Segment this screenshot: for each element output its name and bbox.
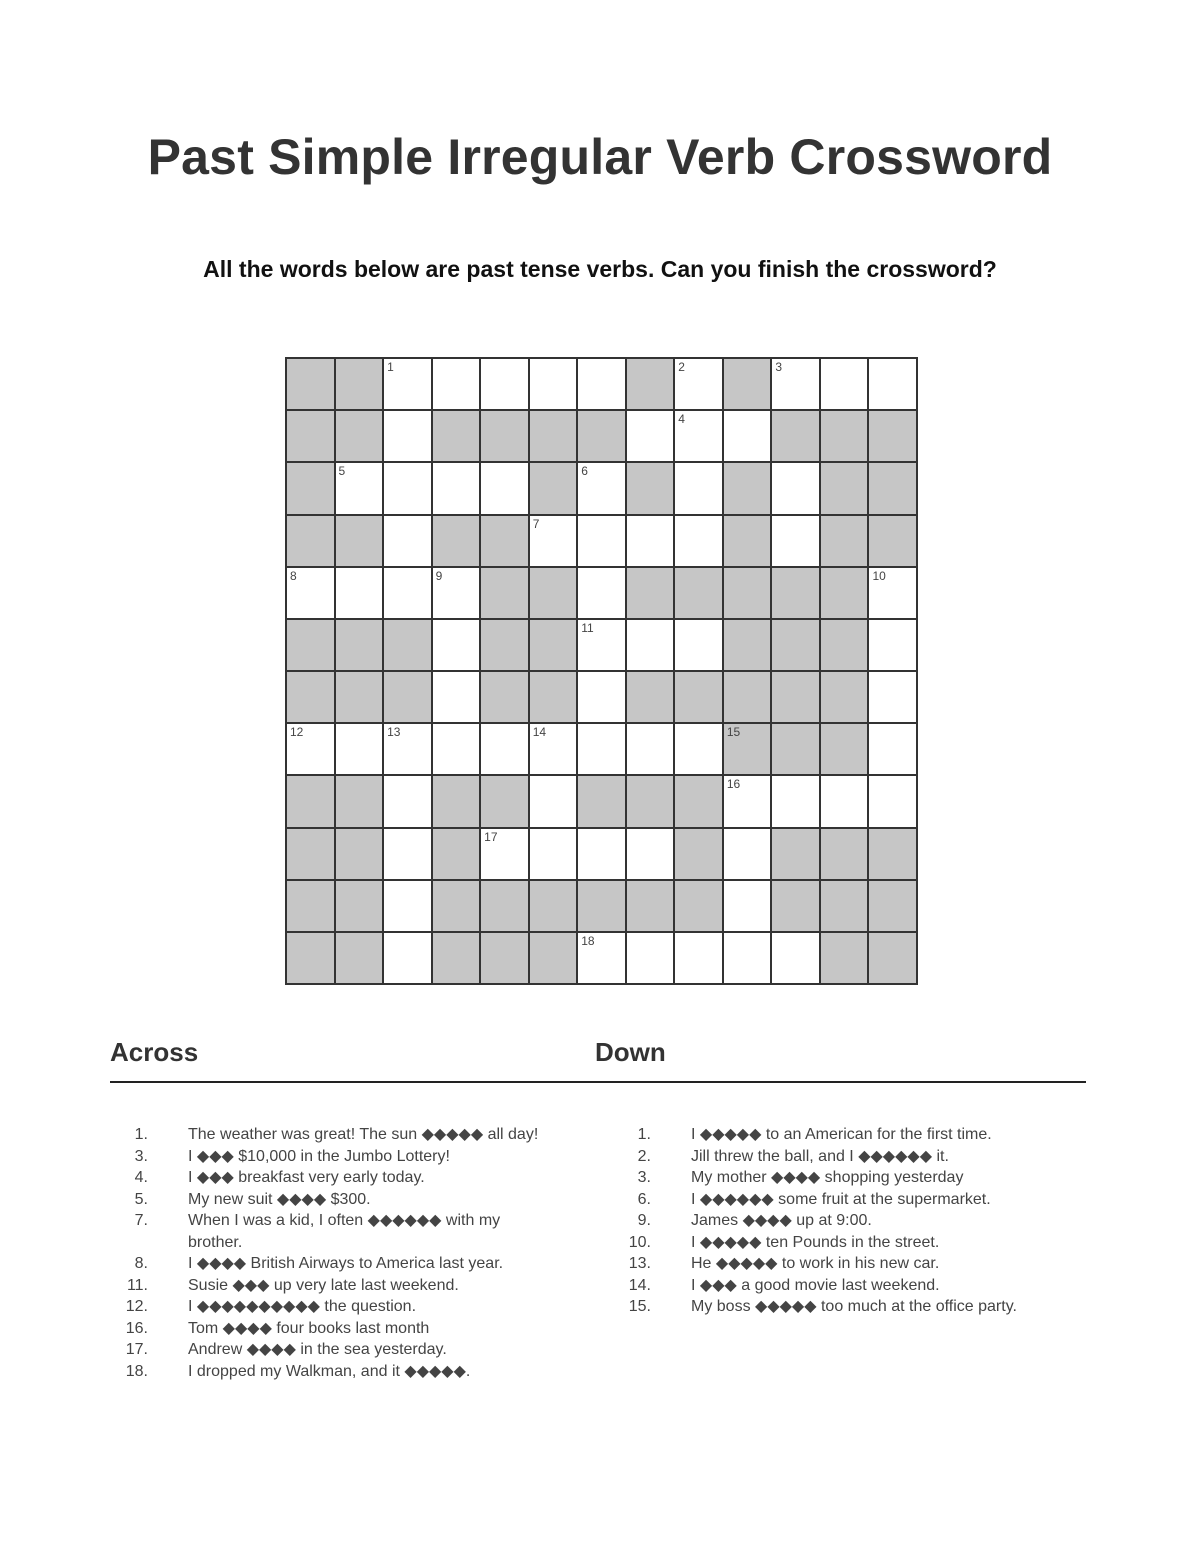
- down-clue: [573, 1210, 1093, 1232]
- letter-cell[interactable]: [869, 568, 916, 618]
- clue-number: 8: [290, 568, 297, 583]
- letter-cell[interactable]: [433, 620, 480, 670]
- letter-cell[interactable]: [481, 463, 528, 513]
- across-clue: [70, 1167, 550, 1189]
- block-cell: [336, 516, 383, 566]
- letter-cell[interactable]: [578, 463, 625, 513]
- letter-cell[interactable]: [627, 620, 674, 670]
- block-cell: [481, 411, 528, 461]
- clue-number: 17.: [125, 1341, 148, 1358]
- clue-number: 6: [581, 464, 588, 479]
- block-cell: [675, 568, 722, 618]
- block-cell: [772, 829, 819, 879]
- block-cell: [336, 620, 383, 670]
- block-cell: [821, 724, 868, 774]
- block-cell: [530, 411, 577, 461]
- letter-cell[interactable]: [578, 724, 625, 774]
- letter-cell[interactable]: [384, 881, 431, 931]
- clue-number: 3: [775, 360, 783, 374]
- clue-number: 4.: [134, 1169, 148, 1186]
- block-cell: [530, 881, 577, 931]
- letter-cell[interactable]: [384, 516, 431, 566]
- across-clue: [70, 1189, 550, 1211]
- block-cell: [384, 620, 431, 670]
- block-cell: [336, 776, 383, 826]
- letter-cell[interactable]: [530, 724, 577, 774]
- down-clue: [573, 1232, 1093, 1254]
- clue-text: The weather was great! The sun ◆◆◆◆◆ all day!: [188, 1126, 539, 1143]
- across-clue: [70, 1275, 550, 1297]
- clue-number: 14: [532, 725, 547, 740]
- clue-number: 12.: [125, 1298, 148, 1315]
- letter-cell[interactable]: [384, 933, 431, 983]
- letter-cell[interactable]: [336, 724, 383, 774]
- clue-number: 6.: [637, 1190, 651, 1208]
- block-cell: [675, 776, 722, 826]
- letter-cell[interactable]: [578, 359, 625, 409]
- block-cell: [627, 672, 674, 722]
- block-cell: [384, 672, 431, 722]
- clue-text: I ◆◆◆◆◆◆◆◆◆◆ the question.: [188, 1298, 417, 1315]
- letter-cell[interactable]: [724, 411, 771, 461]
- clue-text: My mother ◆◆◆◆ shopping yesterday: [691, 1169, 964, 1186]
- clue-text: I ◆◆◆ breakfast very early today.: [188, 1169, 425, 1186]
- divider: [110, 1081, 1086, 1083]
- clue-text: James ◆◆◆◆ up at 9:00.: [691, 1212, 872, 1229]
- letter-cell[interactable]: [869, 672, 916, 722]
- clue-number: 3.: [637, 1169, 651, 1186]
- block-cell: [821, 463, 868, 513]
- letter-cell[interactable]: [869, 724, 916, 774]
- block-cell: [724, 620, 771, 670]
- letter-cell[interactable]: [869, 620, 916, 670]
- clue-number: 11: [581, 620, 594, 635]
- instructions: All the words below are past tense verbs. Can you finish the crossword?: [203, 256, 997, 282]
- block-cell: [287, 881, 334, 931]
- block-cell: [481, 620, 528, 670]
- block-cell: [287, 672, 334, 722]
- clue-text: Susie ◆◆◆ up very late last weekend.: [188, 1276, 459, 1294]
- down-heading: Down: [595, 1037, 666, 1067]
- letter-cell[interactable]: [627, 516, 674, 566]
- block-cell: [869, 516, 916, 566]
- block-cell: [433, 776, 480, 826]
- clue-text: I ◆◆◆◆◆◆ some fruit at the supermarket.: [691, 1190, 991, 1208]
- block-cell: [530, 463, 577, 513]
- block-cell: [433, 516, 480, 566]
- clue-number: 2: [678, 360, 685, 374]
- block-cell: [336, 672, 383, 722]
- letter-cell[interactable]: [433, 359, 480, 409]
- block-cell: [675, 881, 722, 931]
- block-cell: [772, 568, 819, 618]
- block-cell: [869, 829, 916, 879]
- block-cell: [772, 724, 819, 774]
- block-cell: [336, 933, 383, 983]
- clue-number: 14.: [628, 1276, 651, 1294]
- down-clue: [573, 1189, 1093, 1211]
- letter-cell[interactable]: [821, 776, 868, 826]
- block-cell: [481, 516, 528, 566]
- page-title: Past Simple Irregular Verb Crossword: [147, 129, 1053, 185]
- clue-number: 3.: [134, 1147, 148, 1165]
- block-cell: [481, 881, 528, 931]
- letter-cell[interactable]: [675, 620, 722, 670]
- block-cell: [821, 881, 868, 931]
- down-clues: [573, 1124, 1093, 1318]
- clue-text: I ◆◆◆ a good movie last weekend.: [691, 1276, 940, 1294]
- clue-text: Tom ◆◆◆◆ four books last month: [188, 1319, 430, 1337]
- clue-number: 16.: [125, 1319, 148, 1337]
- letter-cell[interactable]: [336, 568, 383, 618]
- letter-cell[interactable]: [578, 568, 625, 618]
- clue-text: My boss ◆◆◆◆◆ too much at the office party.: [691, 1298, 1017, 1315]
- block-cell: [821, 516, 868, 566]
- block-cell: [433, 933, 480, 983]
- block-cell: [724, 463, 771, 513]
- across-clue: [70, 1318, 550, 1340]
- clue-number: 10.: [628, 1233, 651, 1251]
- clue-number: 1.: [134, 1126, 148, 1143]
- letter-cell[interactable]: [724, 933, 771, 983]
- clue-number: 8.: [134, 1255, 148, 1272]
- clue-number: 1.: [637, 1126, 651, 1143]
- block-cell: [772, 881, 819, 931]
- block-cell: [821, 829, 868, 879]
- block-cell: [481, 776, 528, 826]
- letter-cell[interactable]: [384, 359, 431, 409]
- down-clue: [573, 1275, 1093, 1297]
- letter-cell[interactable]: [772, 359, 819, 409]
- letter-cell[interactable]: [336, 463, 383, 513]
- clue-text: I dropped my Walkman, and it ◆◆◆◆◆.: [188, 1362, 471, 1380]
- across-clue: [70, 1124, 550, 1146]
- block-cell: [772, 411, 819, 461]
- block-cell: [336, 881, 383, 931]
- block-cell: [287, 829, 334, 879]
- block-cell: [869, 933, 916, 983]
- block-cell: [869, 881, 916, 931]
- clue-number: 18.: [125, 1362, 148, 1380]
- block-cell: [433, 881, 480, 931]
- clue-number: 9.: [637, 1212, 651, 1229]
- block-cell: [675, 829, 722, 879]
- block-cell: [724, 568, 771, 618]
- letter-cell[interactable]: [627, 933, 674, 983]
- block-cell: [530, 620, 577, 670]
- letter-cell[interactable]: [675, 359, 722, 409]
- block-cell: [481, 568, 528, 618]
- down-clue: [573, 1124, 1093, 1146]
- letter-cell[interactable]: [772, 776, 819, 826]
- block-cell: [627, 359, 674, 409]
- letter-cell[interactable]: [772, 933, 819, 983]
- clue-number: 12: [290, 725, 304, 740]
- letter-cell[interactable]: [869, 776, 916, 826]
- block-cell: [530, 933, 577, 983]
- letter-cell[interactable]: [675, 463, 722, 513]
- letter-cell[interactable]: [530, 359, 577, 409]
- down-clue: [573, 1167, 1093, 1189]
- block-cell: [578, 881, 625, 931]
- letter-cell[interactable]: [627, 411, 674, 461]
- clue-number: 1: [387, 360, 394, 374]
- letter-cell[interactable]: [675, 933, 722, 983]
- letter-cell[interactable]: [384, 411, 431, 461]
- block-cell: [530, 568, 577, 618]
- block-cell: [336, 829, 383, 879]
- across-clue: [70, 1253, 550, 1275]
- letter-cell[interactable]: [530, 829, 577, 879]
- block-cell: [287, 933, 334, 983]
- letter-cell[interactable]: [578, 829, 625, 879]
- across-heading: Across: [110, 1037, 199, 1067]
- clue-text: I ◆◆◆◆◆ to an American for the first time.: [691, 1126, 992, 1143]
- letter-cell[interactable]: [433, 463, 480, 513]
- block-cell: [336, 411, 383, 461]
- letter-cell[interactable]: [772, 463, 819, 513]
- letter-cell[interactable]: [724, 881, 771, 931]
- letter-cell[interactable]: [433, 568, 480, 618]
- clue-text: I ◆◆◆ $10,000 in the Jumbo Lottery!: [188, 1147, 450, 1165]
- block-cell: [627, 463, 674, 513]
- block-cell: [869, 411, 916, 461]
- letter-cell[interactable]: [433, 724, 480, 774]
- block-cell: [287, 776, 334, 826]
- letter-cell[interactable]: [627, 829, 674, 879]
- letter-cell[interactable]: [675, 411, 722, 461]
- letter-cell[interactable]: [869, 359, 916, 409]
- down-clue: [573, 1146, 1093, 1168]
- clue-number: 17: [484, 829, 498, 844]
- clue-number: 7: [532, 516, 540, 531]
- letter-cell[interactable]: [578, 620, 625, 670]
- clue-number: 11.: [126, 1276, 148, 1294]
- letter-cell[interactable]: [724, 776, 771, 826]
- letter-cell[interactable]: [384, 776, 431, 826]
- clue-text: I ◆◆◆◆ British Airways to America last year.: [188, 1255, 504, 1272]
- across-clue: [70, 1361, 550, 1383]
- block-cell: [287, 463, 334, 513]
- across-clue: [70, 1146, 550, 1168]
- letter-cell[interactable]: [481, 724, 528, 774]
- letter-cell[interactable]: [578, 516, 625, 566]
- clue-text: He ◆◆◆◆◆ to work in his new car.: [691, 1255, 940, 1272]
- clue-number: 2.: [637, 1147, 651, 1165]
- block-cell: [287, 620, 334, 670]
- across-clue: [70, 1339, 550, 1361]
- block-cell: [675, 672, 722, 722]
- clue-text: My new suit ◆◆◆◆ $300.: [188, 1190, 371, 1208]
- down-clue: [573, 1253, 1093, 1275]
- clue-number: 7.: [134, 1212, 148, 1229]
- letter-cell[interactable]: [627, 724, 674, 774]
- letter-cell[interactable]: [287, 724, 334, 774]
- block-cell: [821, 568, 868, 618]
- block-cell: [627, 881, 674, 931]
- clue-number: 9: [435, 568, 443, 583]
- block-cell: [821, 933, 868, 983]
- letter-cell[interactable]: [384, 568, 431, 618]
- block-cell: [287, 516, 334, 566]
- clue-number: 15: [726, 725, 741, 740]
- clue-number: 5: [338, 464, 346, 479]
- letter-cell[interactable]: [433, 672, 480, 722]
- across-clue: [70, 1210, 550, 1253]
- down-clue: [573, 1296, 1093, 1318]
- letter-cell[interactable]: [530, 516, 577, 566]
- clue-number: 15.: [628, 1298, 651, 1315]
- across-clues: [70, 1124, 550, 1382]
- block-cell: [724, 672, 771, 722]
- clue-number: 16: [726, 777, 741, 792]
- clue-number: 10: [872, 568, 886, 583]
- block-cell: [481, 933, 528, 983]
- block-cell: [724, 516, 771, 566]
- across-clue: [70, 1296, 550, 1318]
- block-cell: [627, 568, 674, 618]
- crossword-grid: [285, 357, 918, 985]
- letter-cell[interactable]: [772, 516, 819, 566]
- letter-cell[interactable]: [724, 829, 771, 879]
- letter-cell[interactable]: [530, 776, 577, 826]
- block-cell: [869, 463, 916, 513]
- clue-number: 4: [678, 412, 685, 427]
- letter-cell[interactable]: [384, 724, 431, 774]
- clue-text: When I was a kid, I often ◆◆◆◆◆◆ with my brother.: [188, 1212, 501, 1251]
- letter-cell[interactable]: [481, 359, 528, 409]
- letter-cell[interactable]: [578, 672, 625, 722]
- block-cell: [724, 724, 771, 774]
- block-cell: [578, 411, 625, 461]
- clue-text: Jill threw the ball, and I ◆◆◆◆◆◆ it.: [691, 1147, 949, 1165]
- block-cell: [821, 411, 868, 461]
- block-cell: [821, 620, 868, 670]
- letter-cell[interactable]: [821, 359, 868, 409]
- block-cell: [772, 620, 819, 670]
- letter-cell[interactable]: [578, 933, 625, 983]
- letter-cell[interactable]: [481, 829, 528, 879]
- clue-text: Andrew ◆◆◆◆ in the sea yesterday.: [188, 1341, 447, 1358]
- block-cell: [481, 672, 528, 722]
- letter-cell[interactable]: [384, 829, 431, 879]
- block-cell: [772, 672, 819, 722]
- clue-number: 5.: [134, 1190, 148, 1208]
- block-cell: [433, 829, 480, 879]
- block-cell: [821, 672, 868, 722]
- clue-text: I ◆◆◆◆◆ ten Pounds in the street.: [691, 1233, 940, 1251]
- block-cell: [627, 776, 674, 826]
- block-cell: [287, 411, 334, 461]
- letter-cell[interactable]: [384, 463, 431, 513]
- clue-number: 13: [387, 725, 401, 740]
- block-cell: [287, 359, 334, 409]
- block-cell: [530, 672, 577, 722]
- block-cell: [724, 359, 771, 409]
- block-cell: [578, 776, 625, 826]
- block-cell: [336, 359, 383, 409]
- letter-cell[interactable]: [675, 516, 722, 566]
- clue-number: 13.: [628, 1255, 651, 1272]
- clue-number: 18: [581, 933, 595, 948]
- letter-cell[interactable]: [287, 568, 334, 618]
- letter-cell[interactable]: [675, 724, 722, 774]
- block-cell: [433, 411, 480, 461]
